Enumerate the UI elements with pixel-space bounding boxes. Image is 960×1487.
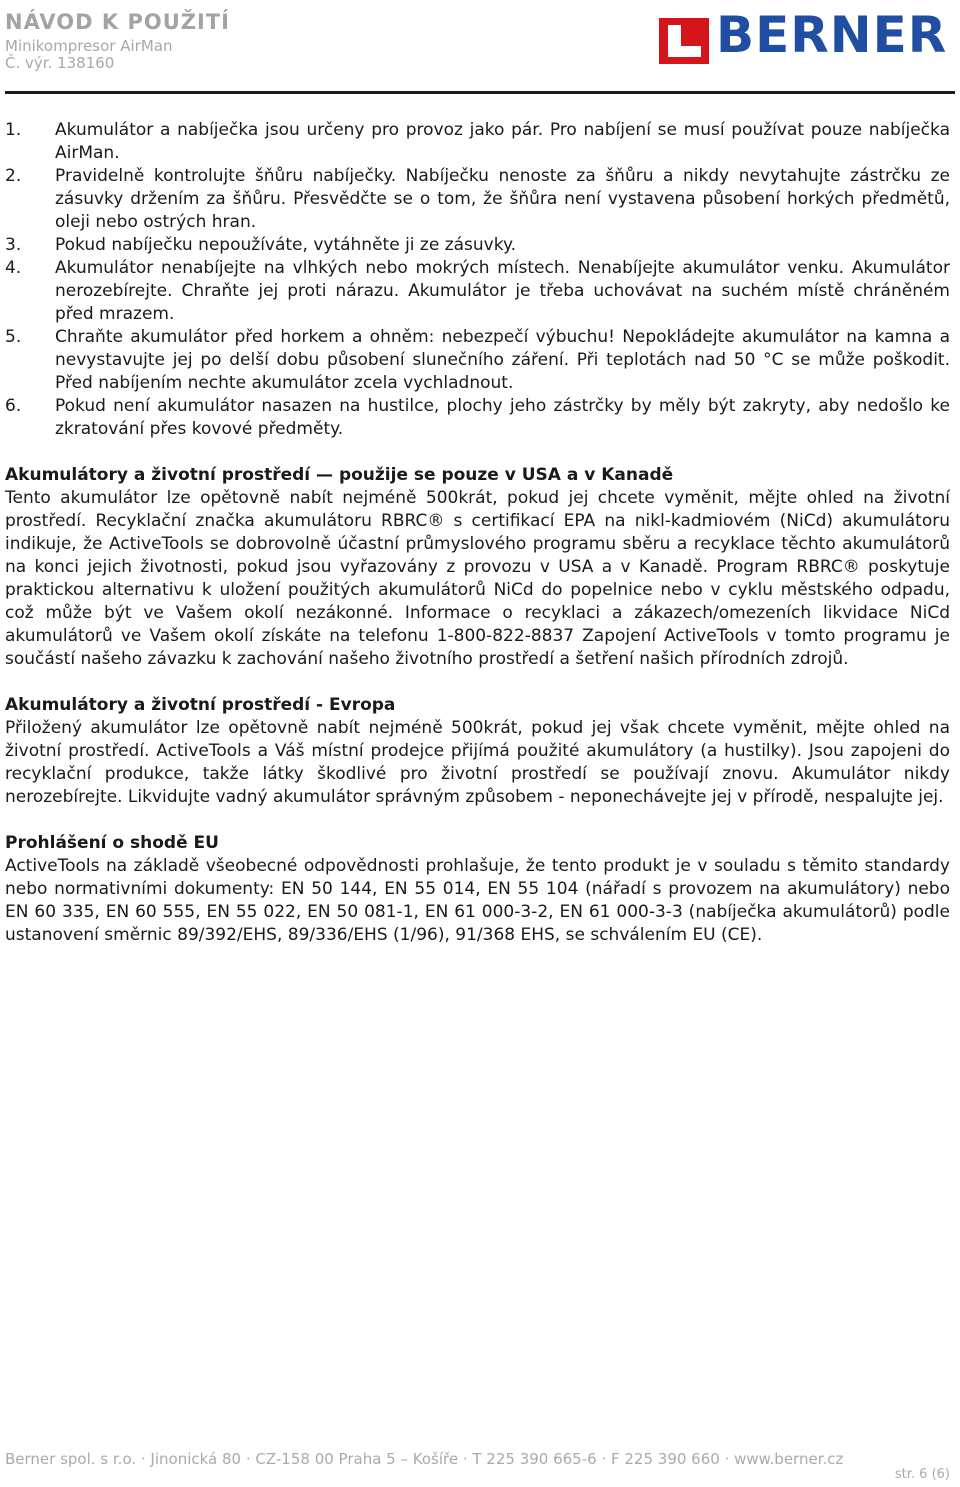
list-item (5, 234, 950, 257)
product-name: Minikompresor AirMan (5, 37, 173, 55)
list-text: Pokud není akumulátor nasazen na hustilce, plochy jeho zástrčky by měly být zakryty, aby nedošlo ke zkratování přes kovové předměty. (55, 396, 950, 439)
document-body (5, 119, 950, 947)
footer-address: Berner spol. s r.o. · Jinonická 80 · CZ-158 00 Praha 5 – Košíře · T 225 390 665-6 · F 225 390 660 · www.berner.cz (5, 1450, 844, 1468)
section-title: Akumulátory a životní prostředí — použije se pouze v USA a v Kanadě (5, 465, 674, 485)
list-text: Chraňte akumulátor před horkem a ohněm: nebezpečí výbuchu! Nepokládejte akumulátor na kamna a nevystavujte jej po delší dobu působení slunečního záření. Při teplotách nad 50 °C se může poškodit. Před nabíjením nechte akumulátor zcela vychladnout. (55, 327, 950, 393)
section-title: Akumulátory a životní prostředí - Evropa (5, 695, 396, 715)
list-number: 2. (5, 166, 22, 186)
list-number: 3. (5, 235, 22, 255)
list-item (5, 119, 950, 165)
list-text: Pokud nabíječku nepoužíváte, vytáhněte ji ze zásuvky. (55, 235, 517, 255)
list-item (5, 326, 950, 395)
logo-text: BERNER (716, 6, 948, 64)
list-number: 6. (5, 396, 22, 416)
page-header (5, 8, 955, 94)
section-body: Přiložený akumulátor lze opětovně nabít nejméně 500krát, pokud jej však chcete vyměnit, mějte ohled na životní prostředí. ActiveTools a Váš místní prodejce přijímá použité akumulátory (a hustilky). Jsou zapojeni do recyklační produkce, takže látky škodlivé pro životní prostředí se používají znovu. Akumulátor nikdy nerozebírejte. Likvidujte vadný akumulátor správným způsobem - neponechávejte jej v přírodě, nespalujte jej. (5, 718, 950, 807)
list-item (5, 165, 950, 234)
list-text: Akumulátor a nabíječka jsou určeny pro provoz jako pár. Pro nabíjení se musí používat pouze nabíječka AirMan. (55, 120, 950, 163)
list-text: Akumulátor nenabíjejte na vlhkých nebo mokrých místech. Nenabíjejte akumulátor venku. Akumulátor nerozebírejte. Chraňte jej proti nárazu. Akumulátor je třeba uchovávat na suchém místě chráněném před mrazem. (55, 258, 950, 324)
section-body: Tento akumulátor lze opětovně nabít nejméně 500krát, pokud jej chcete vyměnit, mějte ohled na životní prostředí. Recyklační značka akumulátoru RBRC® s certifikací EPA na nikl-kadmiovém (NiCd) akumulátoru indikuje, že ActiveTools se dobrovolně účastní průmyslového programu sběru a recyklace těchto akumulátorů na konci jejich životnosti, pokud jsou vyřazovány z provozu v USA a v Kanadě. Program RBRC® poskytuje praktickou alternativu k uložení použitých akumulátorů NiCd do popelnice nebo v cyklu městského odpadu, což může být ve Vašem okolí nezákonné. Informace o recyklaci a zákazech/omezeních likvidace NiCd akumulátorů ve Vašem okolí získáte na telefonu 1-800-822-8837 Zapojení ActiveTools v tomto programu je součástí našeho závazku k zachování našeho životního prostředí a šetření našich přírodních zdrojů. (5, 488, 950, 669)
section-environment-usa (5, 464, 950, 671)
section-environment-europe (5, 694, 950, 809)
berner-logo-mark-icon (659, 18, 709, 64)
list-text: Pravidelně kontrolujte šňůru nabíječky. Nabíječku nenoste za šňůru a nikdy nevytahujte zástrčku ze zásuvky držením za šňůru. Přesvědčte se o tom, že šňůra není vystavena působení horkých předmětů, oleji nebo ostrých hran. (55, 166, 950, 232)
berner-logo (659, 6, 955, 64)
list-number: 4. (5, 258, 22, 278)
header-divider (5, 91, 955, 94)
section-title: Prohlášení o shodě EU (5, 833, 219, 853)
section-body: ActiveTools na základě všeobecné odpovědnosti prohlašuje, že tento produkt je v souladu s těmito standardy nebo normativními dokumenty: EN 50 144, EN 55 014, EN 55 104 (nářadí s provozem na akumulátory) nebo EN 60 335, EN 60 555, EN 55 022, EN 50 081-1, EN 61 000-3-2, EN 61 000-3-3 (nabíječka akumulátorů) podle ustanovení směrnic 89/392/EHS, 89/336/EHS (1/96), 91/368 EHS, se schválením EU (CE). (5, 856, 950, 945)
list-number: 1. (5, 120, 22, 140)
list-item (5, 257, 950, 326)
list-item (5, 395, 950, 441)
page-number: str. 6 (6) (894, 1467, 950, 1482)
document-title: NÁVOD K POUŽITÍ (5, 10, 230, 34)
list-number: 5. (5, 327, 22, 347)
section-eu-declaration (5, 832, 950, 947)
article-number: Č. výr. 138160 (5, 54, 115, 72)
